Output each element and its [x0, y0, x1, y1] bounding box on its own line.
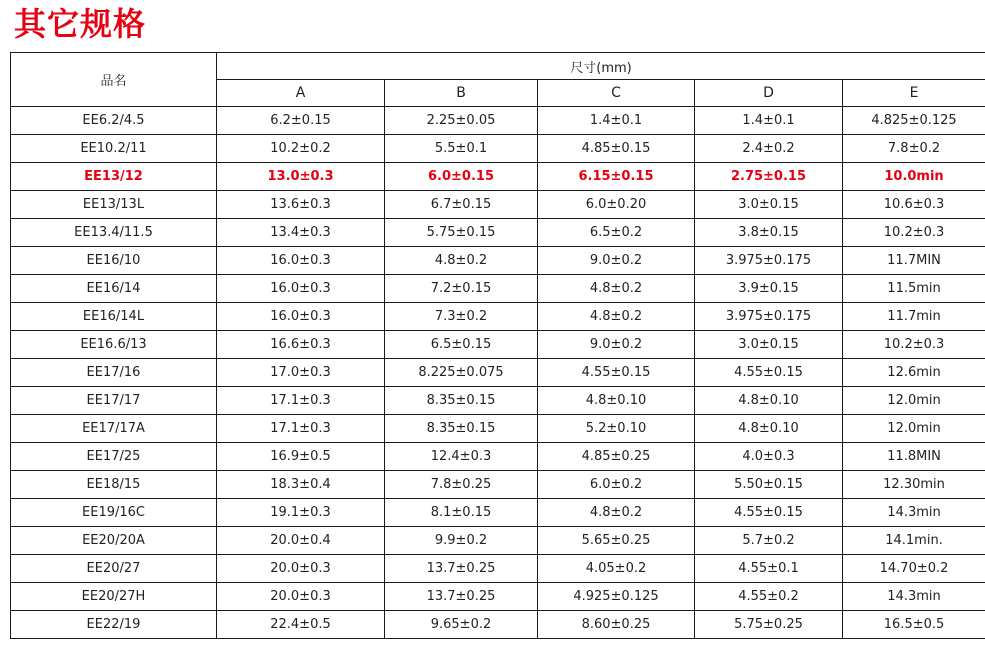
table-row [11, 359, 985, 387]
dim-b-cell: 8.35±0.15 [385, 415, 538, 443]
dim-a-cell: 16.0±0.3 [217, 303, 385, 331]
table-row [11, 527, 985, 555]
dim-a-cell: 16.6±0.3 [217, 331, 385, 359]
dim-a-cell: 17.1±0.3 [217, 415, 385, 443]
dim-c-cell: 4.05±0.2 [538, 555, 695, 583]
product-name-cell: EE22/19 [11, 611, 217, 639]
dim-a-cell: 16.9±0.5 [217, 443, 385, 471]
dim-c-cell: 4.55±0.15 [538, 359, 695, 387]
table-row [11, 191, 985, 219]
dim-c-cell: 6.0±0.20 [538, 191, 695, 219]
dim-d-cell: 5.7±0.2 [695, 527, 843, 555]
product-name-cell: EE6.2/4.5 [11, 107, 217, 135]
product-name-cell: EE17/17A [11, 415, 217, 443]
dim-e-cell: 7.8±0.2 [843, 135, 985, 163]
table-row [11, 555, 985, 583]
dim-d-cell: 3.8±0.15 [695, 219, 843, 247]
dim-a-cell: 16.0±0.3 [217, 275, 385, 303]
product-name-cell: EE16/14 [11, 275, 217, 303]
column-header-d: D [695, 80, 843, 107]
dim-b-cell: 8.1±0.15 [385, 499, 538, 527]
dim-d-cell: 4.0±0.3 [695, 443, 843, 471]
column-header-c: C [538, 80, 695, 107]
dim-e-cell: 11.7min [843, 303, 985, 331]
dim-e-cell: 14.3min [843, 499, 985, 527]
dim-e-cell: 10.6±0.3 [843, 191, 985, 219]
dim-a-cell: 22.4±0.5 [217, 611, 385, 639]
dim-e-cell: 12.0min [843, 387, 985, 415]
product-name-cell: EE17/17 [11, 387, 217, 415]
dim-c-cell: 1.4±0.1 [538, 107, 695, 135]
table-row [11, 247, 985, 275]
dim-b-cell: 7.3±0.2 [385, 303, 538, 331]
dim-b-cell: 6.7±0.15 [385, 191, 538, 219]
dim-d-cell: 4.55±0.15 [695, 359, 843, 387]
table-row [11, 303, 985, 331]
dim-b-cell: 4.8±0.2 [385, 247, 538, 275]
dim-d-cell: 5.75±0.25 [695, 611, 843, 639]
dim-e-cell: 12.0min [843, 415, 985, 443]
dim-a-cell: 6.2±0.15 [217, 107, 385, 135]
dim-d-cell: 1.4±0.1 [695, 107, 843, 135]
dim-b-cell: 8.35±0.15 [385, 387, 538, 415]
dim-d-cell: 3.975±0.175 [695, 247, 843, 275]
table-row [11, 163, 985, 191]
dim-c-cell: 4.8±0.10 [538, 387, 695, 415]
dim-e-cell: 14.70±0.2 [843, 555, 985, 583]
table-row [11, 387, 985, 415]
dim-e-cell: 12.30min [843, 471, 985, 499]
product-name-cell: EE20/27H [11, 583, 217, 611]
dim-b-cell: 6.0±0.15 [385, 163, 538, 191]
dim-e-cell: 11.8MIN [843, 443, 985, 471]
dim-c-cell: 5.65±0.25 [538, 527, 695, 555]
dim-b-cell: 8.225±0.075 [385, 359, 538, 387]
dim-e-cell: 4.825±0.125 [843, 107, 985, 135]
dim-d-cell: 4.55±0.2 [695, 583, 843, 611]
dim-d-cell: 4.55±0.15 [695, 499, 843, 527]
dim-c-cell: 6.5±0.2 [538, 219, 695, 247]
table-header [11, 53, 985, 107]
dim-c-cell: 4.8±0.2 [538, 303, 695, 331]
dim-c-cell: 8.60±0.25 [538, 611, 695, 639]
dim-d-cell: 2.75±0.15 [695, 163, 843, 191]
dim-d-cell: 3.9±0.15 [695, 275, 843, 303]
dim-b-cell: 13.7±0.25 [385, 583, 538, 611]
dim-e-cell: 14.3min [843, 583, 985, 611]
product-name-cell: EE18/15 [11, 471, 217, 499]
product-name-cell: EE13/13L [11, 191, 217, 219]
dim-e-cell: 10.2±0.3 [843, 219, 985, 247]
product-name-cell: EE13/12 [11, 163, 217, 191]
table-row [11, 611, 985, 639]
column-header-a: A [217, 80, 385, 107]
dim-a-cell: 20.0±0.4 [217, 527, 385, 555]
dim-d-cell: 3.975±0.175 [695, 303, 843, 331]
dim-b-cell: 2.25±0.05 [385, 107, 538, 135]
product-name-cell: EE10.2/11 [11, 135, 217, 163]
dim-d-cell: 4.8±0.10 [695, 387, 843, 415]
dim-b-cell: 12.4±0.3 [385, 443, 538, 471]
dim-e-cell: 10.2±0.3 [843, 331, 985, 359]
product-name-cell: EE19/16C [11, 499, 217, 527]
dim-e-cell: 12.6min [843, 359, 985, 387]
dim-d-cell: 3.0±0.15 [695, 191, 843, 219]
dim-a-cell: 13.4±0.3 [217, 219, 385, 247]
product-name-cell: EE17/16 [11, 359, 217, 387]
dim-c-cell: 4.8±0.2 [538, 275, 695, 303]
table-row [11, 107, 985, 135]
column-header-b: B [385, 80, 538, 107]
product-name-cell: EE20/27 [11, 555, 217, 583]
dim-d-cell: 4.8±0.10 [695, 415, 843, 443]
name-column-header: 品名 [11, 53, 217, 107]
dim-e-cell: 14.1min. [843, 527, 985, 555]
dim-e-cell: 11.7MIN [843, 247, 985, 275]
dim-c-cell: 6.15±0.15 [538, 163, 695, 191]
dimension-group-header: 尺寸(mm) [217, 53, 985, 80]
table-row [11, 499, 985, 527]
dim-b-cell: 9.9±0.2 [385, 527, 538, 555]
dim-a-cell: 13.0±0.3 [217, 163, 385, 191]
dim-e-cell: 16.5±0.5 [843, 611, 985, 639]
table-row [11, 583, 985, 611]
dim-c-cell: 6.0±0.2 [538, 471, 695, 499]
table-row [11, 275, 985, 303]
dim-a-cell: 20.0±0.3 [217, 583, 385, 611]
table-row [11, 219, 985, 247]
dim-c-cell: 9.0±0.2 [538, 247, 695, 275]
dim-a-cell: 19.1±0.3 [217, 499, 385, 527]
table-row [11, 471, 985, 499]
dim-a-cell: 18.3±0.4 [217, 471, 385, 499]
product-name-cell: EE16/10 [11, 247, 217, 275]
dim-c-cell: 4.8±0.2 [538, 499, 695, 527]
dim-d-cell: 3.0±0.15 [695, 331, 843, 359]
table-row [11, 135, 985, 163]
product-name-cell: EE16.6/13 [11, 331, 217, 359]
dim-b-cell: 13.7±0.25 [385, 555, 538, 583]
column-header-e: E [843, 80, 985, 107]
spec-table [10, 52, 985, 639]
dim-a-cell: 17.1±0.3 [217, 387, 385, 415]
dim-b-cell: 7.8±0.25 [385, 471, 538, 499]
dim-b-cell: 5.75±0.15 [385, 219, 538, 247]
table-body [11, 107, 985, 639]
page-title: 其它规格 [14, 5, 147, 43]
dim-b-cell: 6.5±0.15 [385, 331, 538, 359]
product-name-cell: EE13.4/11.5 [11, 219, 217, 247]
product-name-cell: EE17/25 [11, 443, 217, 471]
product-name-cell: EE20/20A [11, 527, 217, 555]
dim-d-cell: 2.4±0.2 [695, 135, 843, 163]
table-row [11, 331, 985, 359]
product-name-cell: EE16/14L [11, 303, 217, 331]
dim-a-cell: 16.0±0.3 [217, 247, 385, 275]
header-row-dimension [11, 53, 985, 80]
table-row [11, 415, 985, 443]
dim-c-cell: 4.85±0.25 [538, 443, 695, 471]
dim-b-cell: 5.5±0.1 [385, 135, 538, 163]
dim-b-cell: 9.65±0.2 [385, 611, 538, 639]
dim-b-cell: 7.2±0.15 [385, 275, 538, 303]
dim-a-cell: 17.0±0.3 [217, 359, 385, 387]
dim-c-cell: 9.0±0.2 [538, 331, 695, 359]
dim-a-cell: 13.6±0.3 [217, 191, 385, 219]
table-row [11, 443, 985, 471]
dim-a-cell: 10.2±0.2 [217, 135, 385, 163]
dim-e-cell: 11.5min [843, 275, 985, 303]
dim-c-cell: 5.2±0.10 [538, 415, 695, 443]
dim-d-cell: 4.55±0.1 [695, 555, 843, 583]
dim-e-cell: 10.0min [843, 163, 985, 191]
dim-a-cell: 20.0±0.3 [217, 555, 385, 583]
dim-c-cell: 4.925±0.125 [538, 583, 695, 611]
dim-c-cell: 4.85±0.15 [538, 135, 695, 163]
dim-d-cell: 5.50±0.15 [695, 471, 843, 499]
